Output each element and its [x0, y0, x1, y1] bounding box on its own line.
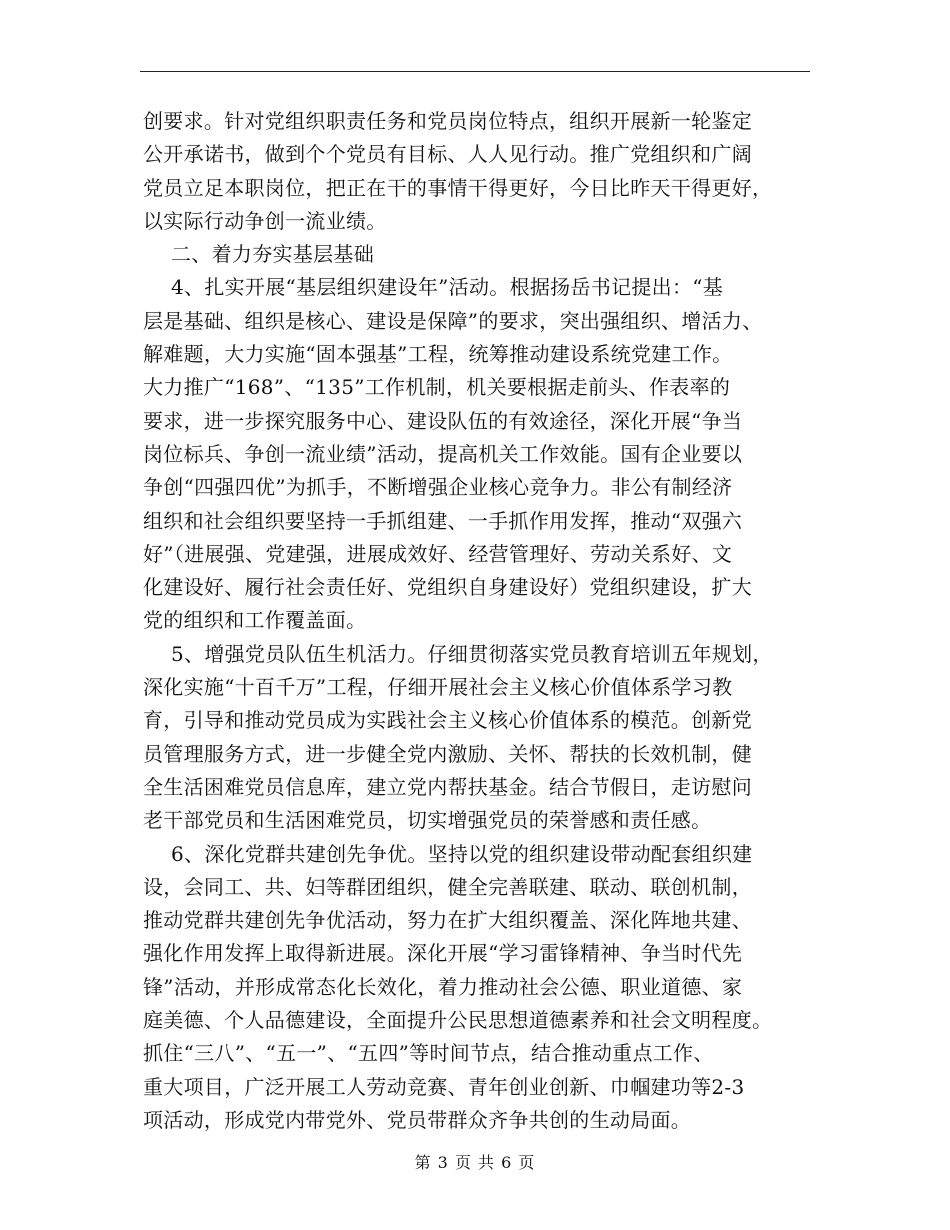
text-line: 党员立足本职岗位，把正在干的事情干得更好，今日比昨天干得更好， [143, 175, 773, 200]
text-line: 设，会同工、共、妇等群团组织，健全完善联建、联动、联创机制， [143, 874, 752, 899]
text-line: 强化作用发挥上取得新进展。深化开展“学习雷锋精神、争当时代先 [143, 941, 743, 966]
text-line: 庭美德、个人品德建设，全面提升公民思想道德素养和社会文明程度。 [143, 1008, 773, 1033]
text-line: 4、扎实开展“基层组织建设年”活动。根据扬岳书记提出：“基 [171, 275, 724, 300]
text-line: 党的组织和工作覆盖面。 [143, 608, 367, 633]
text-line: 推动党群共建创先争优活动，努力在扩大组织覆盖、深化阵地共建、 [143, 908, 752, 933]
text-line: 大力推广“168”、“135”工作机制，机关要根据走前头、作表率的 [143, 375, 731, 400]
text-line: 项活动，形成党内带党外、党员带群众齐争共创的生动局面。 [143, 1107, 692, 1132]
text-line: 抓住“三八”、“五一”、“五四”等时间节点，结合推动重点工作、 [143, 1041, 714, 1066]
text-line: 解难题，大力实施“固本强基”工程，统筹推动建设系统党建工作。 [143, 342, 733, 367]
text-line: 以实际行动争创一流业绩。 [143, 208, 387, 233]
text-line: 好”（进展强、党建强，进展成效好、经营管理好、劳动关系好、文 [143, 541, 733, 566]
text-line: 争创“四强四优”为抓手，不断增强企业核心竞争力。非公有制经济 [143, 475, 733, 500]
text-line: 岗位标兵、争创一流业绩”活动，提高机关工作效能。国有企业要以 [143, 441, 743, 466]
text-line: 育，引导和推动党员成为实践社会主义核心价值体系的模范。创新党 [143, 708, 752, 733]
text-line: 6、深化党群共建创先争优。坚持以党的组织建设带动配套组织建 [171, 841, 753, 866]
text-line: 员管理服务方式，进一步健全党内激励、关怀、帮扶的长效机制，健 [143, 741, 752, 766]
text-line: 化建设好、履行社会责任好、党组织自身建设好）党组织建设，扩大 [143, 575, 752, 600]
text-line: 全生活困难党员信息库，建立党内帮扶基金。结合节假日，走访慰问 [143, 774, 752, 799]
text-line: 创要求。针对党组织职责任务和党员岗位特点，组织开展新一轮鉴定 [143, 109, 752, 133]
text-line: 5、增强党员队伍生机活力。仔细贯彻落实党员教育培训五年规划， [171, 641, 773, 666]
text-line: 锋”活动，并形成常态化长效化，着力推动社会公德、职业道德、家 [143, 974, 743, 999]
text-line: 组织和社会组织要坚持一手抓组建、一手抓作用发挥，推动“双强六 [143, 508, 743, 533]
text-line: 老干部党员和生活困难党员，切实增强党员的荣誉感和责任感。 [143, 808, 712, 833]
page-number-footer: 第 3 页 共 6 页 [414, 1153, 536, 1172]
text-line: 二、着力夯实基层基础 [171, 242, 374, 267]
text-line: 深化实施“十百千万”工程，仔细开展社会主义核心价值体系学习教 [143, 675, 733, 700]
document-body [143, 105, 815, 1137]
text-line: 公开承诺书，做到个个党员有目标、人人见行动。推广党组织和广阔 [143, 142, 752, 167]
text-line: 层是基础、组织是核心、建设是保障”的要求，突出强组织、增活力、 [143, 308, 763, 333]
header-rule [140, 71, 810, 72]
text-line: 要求，进一步探究服务中心、建设队伍的有效途径，深化开展“争当 [143, 408, 743, 433]
text-line: 重大项目，广泛开展工人劳动竞赛、青年创业创新、巾帼建功等2-3 [143, 1074, 745, 1099]
